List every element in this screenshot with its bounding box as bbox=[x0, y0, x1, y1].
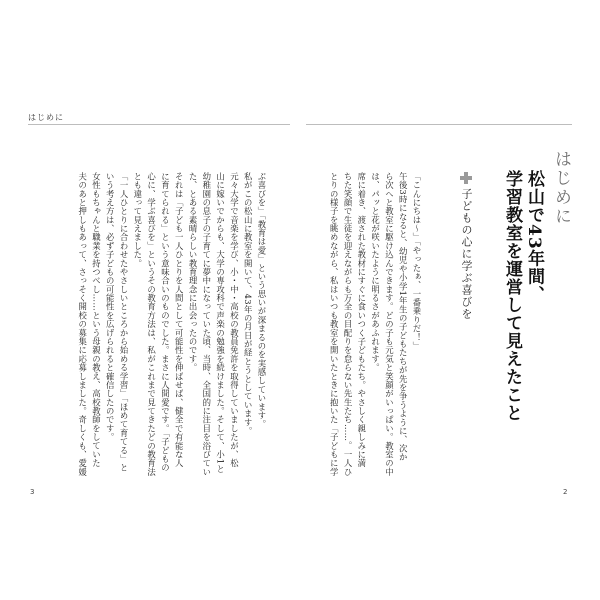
page-number-left: 3 bbox=[30, 488, 35, 496]
body-paragraph: 元々大学で音楽を学び、小・中・高校の教員免許を取得していましたが、松 山に嫁いでからも、大学の専攻科で声楽の勉強を続けました。そして、小1と 幼稚園の息子の子育てに夢中になっていた頃、当時、全国的に注目を浴びてい た、とある素晴らしい教育理念に出会ったのです。 bbox=[188, 172, 240, 477]
chapter-label: はじめに bbox=[551, 150, 571, 226]
body-paragraph: 席に着き、渡された教材にすぐに食いつく子どもたち。やさしく親しみに満 ちた笑顔で生徒を迎えながらも万全の目配りを怠らない先生たち……。一人ひ とりの様子を眺めながら、私はいつも教室を開いたときに抱いた「子どもに学 bbox=[329, 172, 367, 477]
chapter-title-line-2: 学習教室を運営して見えたこと bbox=[502, 170, 522, 422]
section-block bbox=[458, 172, 474, 320]
body-paragraph: 「一人ひとりに合わせたやさしいところから始める学習」「ほめて育てる」と いう考え方は、必ず子どもの可能性を広げられると確信したのです。 bbox=[105, 172, 130, 472]
running-header: はじめに bbox=[28, 113, 64, 122]
header-rule-left bbox=[28, 124, 290, 125]
body-paragraph: 女性もちゃんと職業を持つべし……という母親の教え、高校教師をしていた 夫のあと押しもあって、さっそく開校の募集に応募しました。奇しくも、愛媛 bbox=[77, 172, 102, 477]
right-page-body bbox=[326, 172, 423, 477]
body-paragraph: 「こんにちは〜」「やったぁ、一番乗りだ！」 bbox=[412, 172, 422, 351]
chapter-title-line-1: 松山で43年間、 bbox=[524, 170, 544, 304]
left-page-body bbox=[75, 172, 268, 477]
body-paragraph: 私がこの松山に教室を開いて、43年の月日が経とうとしています。 bbox=[243, 172, 254, 436]
body-paragraph: ぶ喜びを」「教育は愛」という思いが深まるのを実感しています。 bbox=[257, 172, 267, 429]
section-cross-icon bbox=[460, 172, 472, 184]
page-number-right: 2 bbox=[563, 488, 568, 496]
body-paragraph: 午後3時になると、幼児や小学1年生の子どもたちが先を争うように、次か ら次へと教室に駆け込んできます。どの子も元気と笑顔がいっぱい。教室の中 は、パッと花が咲いたように明るさがあふれます。 bbox=[370, 172, 409, 477]
body-paragraph: それは「子ども一人ひとりを人間として可能性を伸ばせば、健全で有能な人 に育てられる」という意味合いのものでした。まさに人間愛です。「子どもの 心に、学ぶ喜びを」というその教育方法は、私がこれまで見てきたどの教育法 とも違って見えました。 bbox=[132, 172, 185, 477]
header-rule-right bbox=[306, 124, 572, 125]
section-heading: 子どもの心に学ぶ喜びを bbox=[460, 188, 473, 320]
